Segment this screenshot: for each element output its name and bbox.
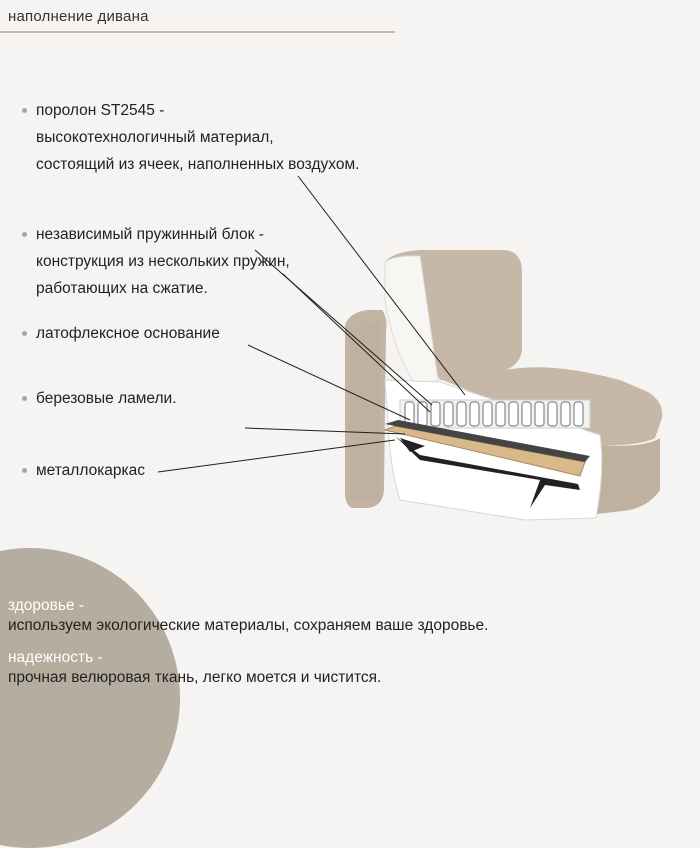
benefit-label: здоровье - xyxy=(8,597,85,614)
benefit-reliability xyxy=(8,648,381,688)
bullet-dot-icon xyxy=(22,232,27,237)
feature-line: состоящий из ячеек, наполненных воздухом. xyxy=(36,156,360,173)
feature-line: конструкция из нескольких пружин, xyxy=(36,253,290,270)
feature-line: независимый пружинный блок - xyxy=(36,226,264,243)
feature-line: высокотехнологичный материал, xyxy=(36,129,274,146)
bullet-dot-icon xyxy=(22,331,27,336)
spring-block xyxy=(400,400,590,428)
bullet-dot-icon xyxy=(22,108,27,113)
benefit-text: используем экологические материалы, сохраняем ваше здоровье. xyxy=(8,617,489,634)
page-title: наполнение дивана xyxy=(8,8,149,25)
benefit-health xyxy=(8,596,488,636)
feature-line: работающих на сжатие. xyxy=(36,280,208,297)
bullet-dot-icon xyxy=(22,468,27,473)
feature-line: поролон ST2545 - xyxy=(36,102,165,119)
bullet-dot-icon xyxy=(22,396,27,401)
feature-line: металлокаркас xyxy=(36,462,146,479)
benefit-label: надежность - xyxy=(8,649,103,666)
benefit-text: прочная велюровая ткань, легко моется и чистится. xyxy=(8,669,382,686)
feature-line: березовые ламели. xyxy=(36,390,177,407)
feature-line: латофлексное основание xyxy=(36,325,220,342)
